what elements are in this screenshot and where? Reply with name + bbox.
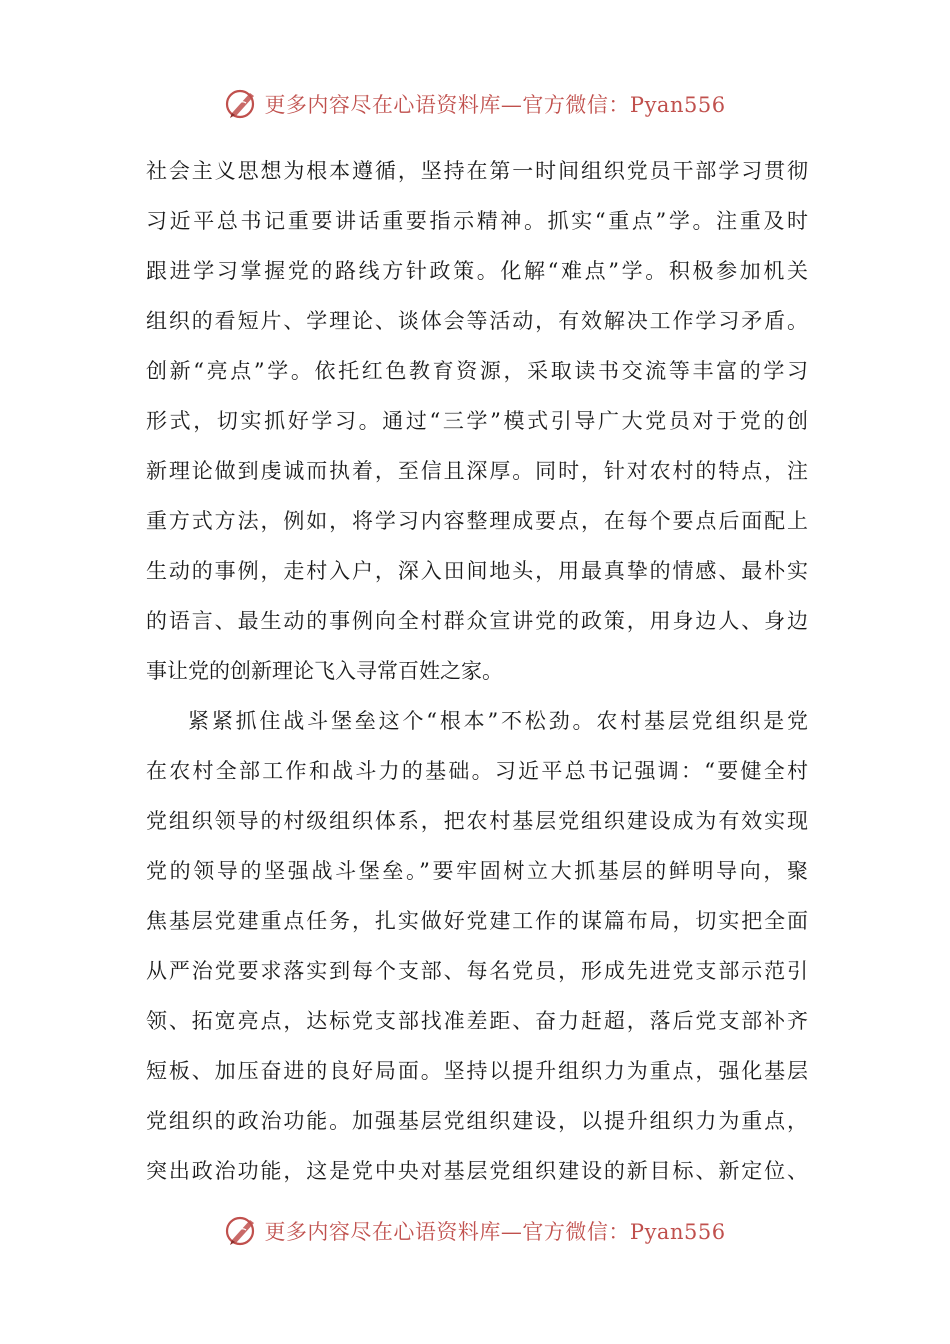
- pen-logo-icon: [224, 1213, 260, 1249]
- paragraph-start-line: 紧紧抓住战斗堡垒这个“根本”不松劲。农村基层党组织是党: [188, 709, 808, 733]
- text-line: 事让党的创新理论飞入寻常百姓之家。: [146, 659, 503, 683]
- header-banner: [0, 84, 950, 124]
- footer-banner-text: 更多内容尽在心语资料库—官方微信：Pyan556: [264, 1220, 726, 1244]
- text-line: 党的领导的坚强战斗堡垒。”要牢固树立大抓基层的鲜明导向，聚: [146, 859, 808, 883]
- text-line: 跟进学习掌握党的路线方针政策。化解“难点”学。积极参加机关: [146, 259, 808, 283]
- text-line: 创新“亮点”学。依托红色教育资源，采取读书交流等丰富的学习: [146, 359, 808, 383]
- text-line: 短板、加压奋进的良好局面。坚持以提升组织力为重点，强化基层: [146, 1059, 808, 1083]
- text-line: 领、拓宽亮点，达标党支部找准差距、奋力赶超，落后党支部补齐: [146, 1009, 808, 1033]
- text-line: 社会主义思想为根本遵循，坚持在第一时间组织党员干部学习贯彻: [146, 159, 808, 183]
- text-line: 在农村全部工作和战斗力的基础。习近平总书记强调：“要健全村: [146, 759, 808, 783]
- text-line: 党组织的政治功能。加强基层党组织建设，以提升组织力为重点，: [146, 1109, 808, 1133]
- pen-logo-icon: [224, 86, 260, 122]
- header-banner-text: 更多内容尽在心语资料库—官方微信：Pyan556: [264, 93, 726, 117]
- text-line: 焦基层党建重点任务，扎实做好党建工作的谋篇布局，切实把全面: [146, 909, 808, 933]
- text-line: 习近平总书记重要讲话重要指示精神。抓实“重点”学。注重及时: [146, 209, 808, 233]
- text-line: 的语言、最生动的事例向全村群众宣讲党的政策，用身边人、身边: [146, 609, 808, 633]
- text-line: 形式，切实抓好学习。通过“三学”模式引导广大党员对于党的创: [146, 409, 808, 433]
- text-line: 组织的看短片、学理论、谈体会等活动，有效解决工作学习矛盾。: [146, 309, 808, 333]
- text-line: 党组织领导的村级组织体系，把农村基层党组织建设成为有效实现: [146, 809, 808, 833]
- body-text: [146, 146, 808, 1196]
- text-line: 新理论做到虔诚而执着，至信且深厚。同时，针对农村的特点，注: [146, 459, 808, 483]
- footer-banner: [0, 1211, 950, 1251]
- text-line: 从严治党要求落实到每个支部、每名党员，形成先进党支部示范引: [146, 959, 808, 983]
- text-line: 突出政治功能，这是党中央对基层党组织建设的新目标、新定位、: [146, 1159, 808, 1183]
- text-line: 重方式方法，例如，将学习内容整理成要点，在每个要点后面配上: [146, 509, 808, 533]
- text-line: 生动的事例，走村入户，深入田间地头，用最真挚的情感、最朴实: [146, 559, 808, 583]
